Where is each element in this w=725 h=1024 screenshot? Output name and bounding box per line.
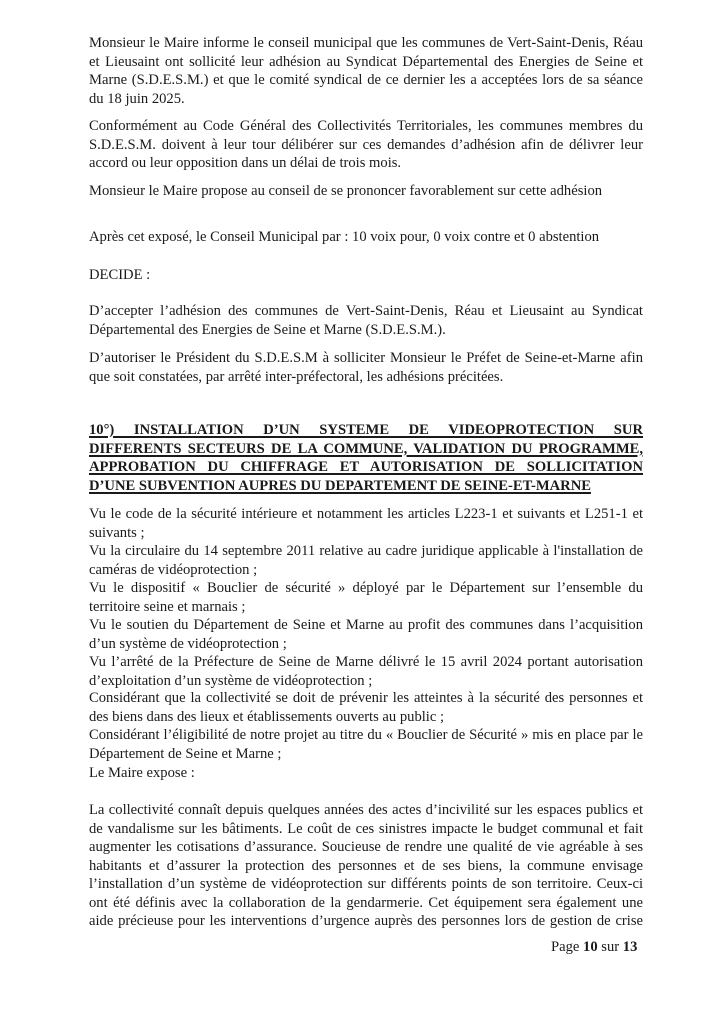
text-line: S.D.E.S.M. doivent à leur tour délibérer sur ces demandes d’adhésion afin de délivrer leur: [89, 136, 643, 153]
text-line: DECIDE :: [89, 267, 151, 283]
text-line: Vu le soutien du Département de Seine et Marne au profit des communes dans l’acquisition: [89, 617, 643, 633]
text-line: 10°) INSTALLATION D’UN SYSTEME DE VIDEOPROTECTION SUR: [89, 422, 643, 438]
page-number: 10: [583, 939, 598, 955]
text-line: Considérant que la collectivité se doit de prévenir les atteintes à la sécurité des personnes et: [89, 690, 643, 706]
text-line: Conformément au Code Général des Collectivités Territoriales, les communes membres du: [89, 118, 643, 134]
text-line: Le Maire expose :: [89, 765, 195, 781]
text-line: suivants ;: [89, 524, 145, 541]
page-footer: [551, 938, 637, 956]
text-line: DIFFERENTS SECTEURS DE LA COMMUNE, VALIDATION DU PROGRAMME,: [89, 440, 643, 457]
paragraph-mayor-proposal: [89, 182, 643, 201]
total-pages: 13: [622, 939, 638, 955]
text-line: et Lieusaint ont sollicité leur adhésion au Syndicat Départemental des Energies de Seine et: [89, 53, 643, 70]
text-line: d’un système de vidéoprotection ;: [89, 635, 287, 652]
text-line: Département de Seine et Marne ;: [89, 745, 282, 762]
paragraph-sdesm-information: [89, 34, 643, 108]
text-line: Vu l’arrêté de la Préfecture de Seine de Marne délivré le 15 avril 2024 portant autorisation: [89, 654, 643, 670]
text-line: d’exploitation d’un système de vidéoprotection ;: [89, 672, 373, 689]
text-line: aide précieuse pour les interventions d’urgence auprès des personnes lors de gestion de crise: [89, 913, 643, 929]
text-line: Départemental des Energies de Seine et Marne (S.D.E.S.M.).: [89, 321, 446, 338]
paragraph-decide: [89, 266, 643, 285]
paragraph-vu-references: [89, 505, 643, 690]
text-line: l’installation d’un système de vidéoprotection sur différents points de son territoire. Ceux-ci: [89, 876, 643, 892]
text-line: La collectivité connaît depuis quelques années des actes d’incivilité sur les espaces publics et: [89, 802, 643, 818]
text-line: Vu la circulaire du 14 septembre 2011 relative au cadre juridique applicable à l'installation de: [89, 543, 643, 559]
text-line: D’autoriser le Président du S.D.E.S.M à solliciter Monsieur le Préfet de Seine-et-Marne afin: [89, 350, 643, 366]
text-line: Monsieur le Maire informe le conseil municipal que les communes de Vert-Saint-Denis, Réau: [89, 35, 643, 51]
paragraph-cgct-deliberation: [89, 117, 643, 173]
paragraph-considerant: [89, 689, 643, 763]
text-line: Marne (S.D.E.S.M.) et que le comité syndical de ce dernier les a acceptées lors de sa séance: [89, 72, 643, 88]
text-line: caméras de vidéoprotection ;: [89, 561, 258, 578]
text-line: Considérant l’éligibilité de notre projet au titre du « Bouclier de Sécurité » mis en place par le: [89, 727, 643, 743]
text-line: augmenter les cotisations d’assurance. Soucieuse de rendre une qualité de vie agréable à ses: [89, 839, 643, 855]
text-line: D’accepter l’adhésion des communes de Vert-Saint-Denis, Réau et Lieusaint au Syndicat: [89, 303, 643, 319]
text-line: APPROBATION DU CHIFFRAGE ET AUTORISATION DE SOLLICITATION: [89, 459, 643, 475]
paragraph-collectivite-context: [89, 801, 643, 931]
text-line: accord ou leur opposition dans un délai de trois mois.: [89, 155, 402, 171]
text-line: territoire seine et marnais ;: [89, 598, 246, 615]
paragraph-maire-expose: [89, 764, 643, 783]
paragraph-accept-adhesion: [89, 302, 643, 339]
text-line: des biens dans des lieux et établissements ouverts au public ;: [89, 708, 445, 725]
paragraph-authorize-president: [89, 349, 643, 386]
page-label: Page: [551, 939, 580, 955]
text-line: du 18 juin 2025.: [89, 90, 185, 107]
text-line: de vandalisme sur les bâtiments. Le coût de ces sinistres impacte le budget communal et fait: [89, 820, 643, 837]
text-line: ont été définis avec la collaboration de la gendarmerie. Cet équipement sera également une: [89, 894, 643, 911]
text-line: que soit constatées, par arrêté inter-préfectoral, les adhésions précitées.: [89, 368, 504, 385]
text-line: Vu le dispositif « Bouclier de sécurité » déployé par le Département sur l’ensemble du: [89, 580, 643, 596]
text-line: Après cet exposé, le Conseil Municipal par : 10 voix pour, 0 voix contre et 0 abstention: [89, 229, 600, 245]
text-line: Vu le code de la sécurité intérieure et notamment les articles L223-1 et suivants et L251-1 et: [89, 506, 643, 522]
text-line: D’UNE SUBVENTION AUPRES DU DEPARTEMENT DE SEINE-ET-MARNE: [89, 477, 591, 494]
text-line: habitants et d’assurer la protection des personnes et de ses biens, la commune envisage: [89, 857, 643, 874]
paragraph-vote-result: [89, 228, 643, 247]
of-label: sur: [601, 939, 620, 955]
text-line: Monsieur le Maire propose au conseil de se prononcer favorablement sur cette adhésion: [89, 183, 603, 199]
section-heading-videoprotection: [89, 421, 643, 495]
